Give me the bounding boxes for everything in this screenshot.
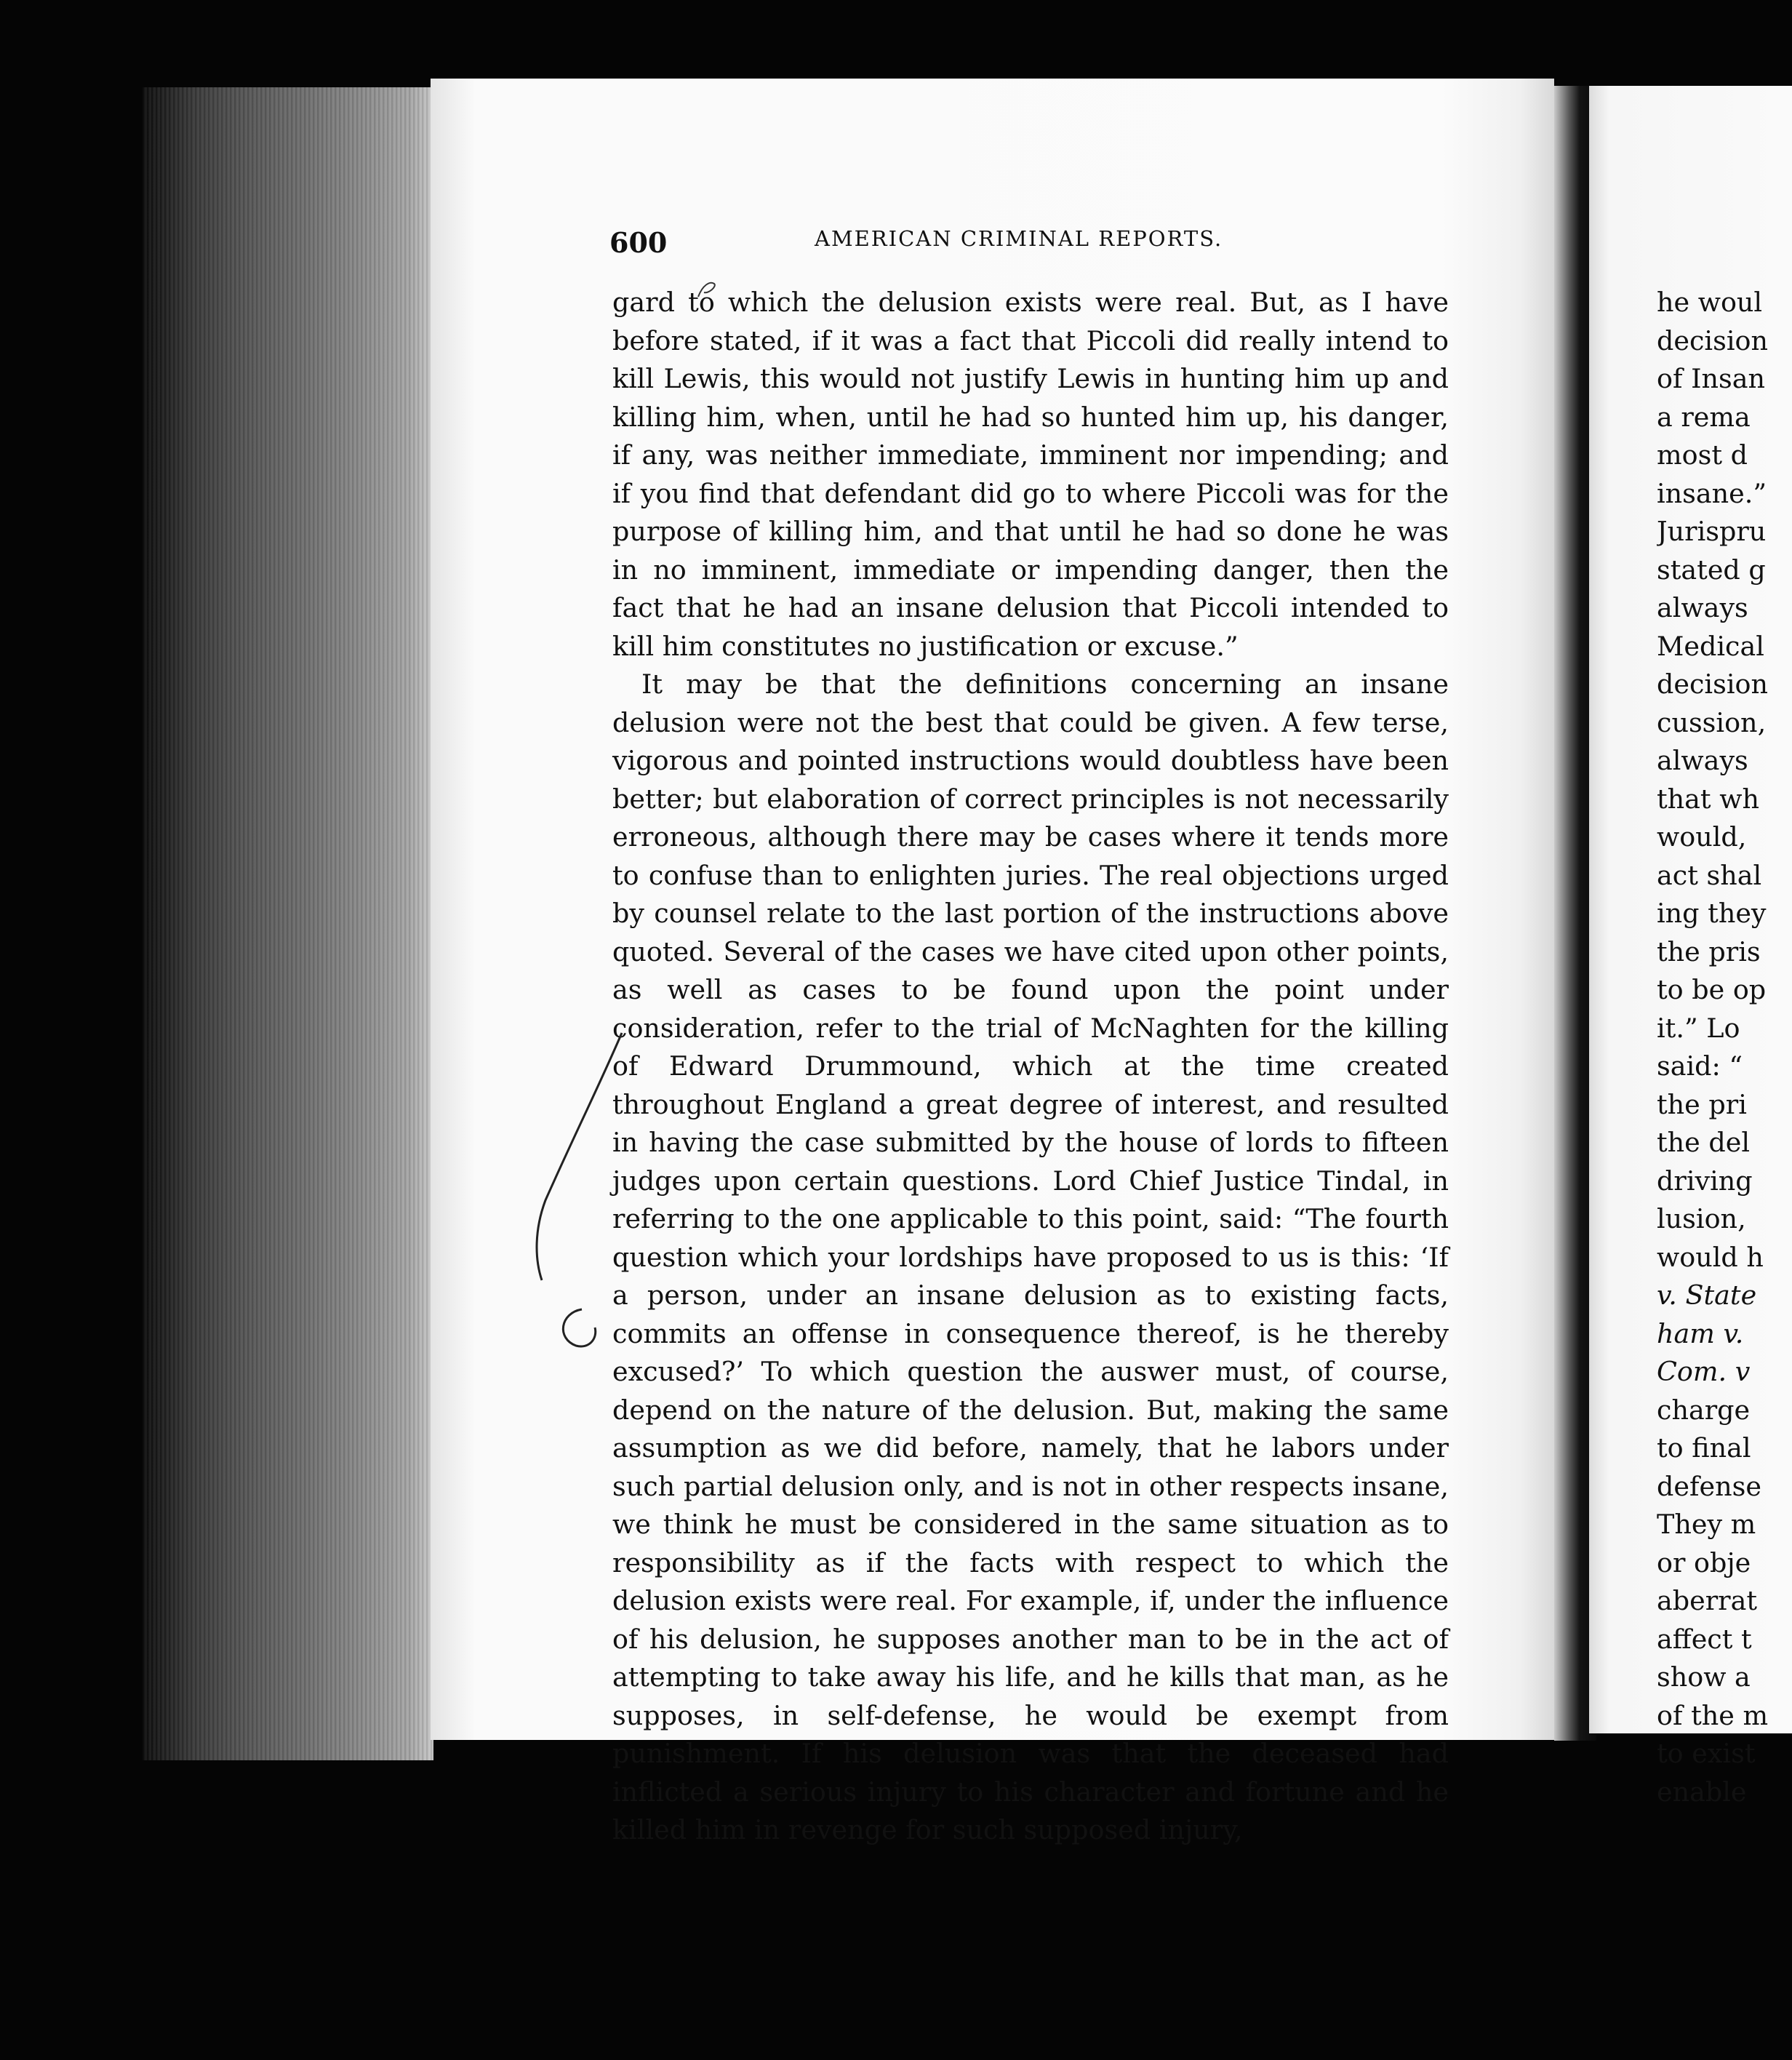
facing-line: ing they (1657, 898, 1767, 929)
facing-line: of Insan (1657, 363, 1766, 394)
facing-line: charge (1657, 1394, 1751, 1426)
facing-line: decision (1657, 668, 1768, 700)
page-number: 600 (609, 226, 668, 259)
facing-line: Medical (1657, 630, 1764, 662)
facing-line: to exist (1657, 1738, 1756, 1769)
facing-line: aberrat (1657, 1585, 1758, 1616)
facing-line: stated g (1657, 554, 1766, 586)
body-text (612, 284, 1449, 1850)
facing-line: to be op (1657, 974, 1767, 1005)
facing-line: lusion, (1657, 1203, 1746, 1234)
paragraph-2: It may be that the definitions concerning an insane delusion were not the best that could be given. A few terse, vigorous and pointed instructions would doubtless have been better; but elaboration of correct principles is not necessarily erroneous, although there may be cases where it tends more to confuse than to enlighten juries. The real objections urged by counsel relate to the last portion of the instructions above quoted. Several of the cases we have cited upon other points, as well as cases to be found upon the point under consideration, refer to the trial of McNaghten for the killing of Edward Drummound, which at the time created throughout England a great degree of interest, and resulted in having the case submitted by the house of lords to fifteen judges upon certain questions. Lord Chief Justice Tindal, in referring to the one applicable to this point, said: “The fourth question which your lordships have proposed to us is this: ‘If a person, under an insane delusion as to existing facts, commits an offense in consequence thereof, is he thereby excused?’ To which question the auswer must, of course, depend on the nature of the delusion. But, making the same assumption as we did before, namely, that he labors under such partial delusion only, and is not in other respects insane, we think he must be considered in the same situation as to responsibility as if the facts with respect to which the delusion exists were real. For example, if, under the influence of his delusion, he supposes another man to be in the act of attempting to take away his life, and he kills that man, as he supposes, in self-defense, he would be exempt from punishment. If his delusion was that the deceased had inflicted a serious injury to his character and fortune and he killed him in revenge for such supposed injury, (612, 668, 1449, 1845)
facing-line: ham v. (1657, 1317, 1744, 1349)
facing-line: defense (1657, 1470, 1761, 1502)
facing-line: it.” Lo (1657, 1012, 1740, 1044)
facing-line: would h (1657, 1241, 1764, 1273)
running-head: AMERICAN CRIMINAL REPORTS. (815, 226, 1223, 251)
facing-line: said: “ (1657, 1050, 1743, 1082)
paragraph-1: gard to which the delusion exists were real. But, as I have before stated, if it was a fact that Piccoli did really intend to kill Lewis, this would not justify Lewis in hunting him up and killing him, when, until he had so hunted him up, his danger, if any, was neither immediate, imminent nor impending; and if you find that defendant did go to where Piccoli was for the purpose of killing him, and that until he had so done he was in no imminent, immediate or impending danger, then the fact that he had an insane delusion that Piccoli intended to kill him constitutes no justification or excuse.” (612, 287, 1449, 662)
facing-page-text (1657, 284, 1792, 1811)
facing-line: always (1657, 745, 1748, 776)
book-page-edges (143, 87, 433, 1760)
facing-line: affect t (1657, 1623, 1752, 1655)
handwritten-bracket-mark (531, 1018, 633, 1353)
facing-line: always (1657, 592, 1748, 623)
facing-line: They m (1657, 1509, 1756, 1540)
facing-line: enable (1657, 1776, 1747, 1808)
facing-line: cussion, (1657, 706, 1767, 738)
facing-line: to final (1657, 1432, 1751, 1464)
facing-line: insane.” (1657, 477, 1767, 509)
facing-line: a rema (1657, 401, 1751, 433)
facing-line: the pris (1657, 935, 1761, 967)
facing-line: most d (1657, 439, 1748, 471)
facing-line: decision (1657, 324, 1768, 356)
facing-line: the del (1657, 1127, 1751, 1158)
facing-line: driving (1657, 1165, 1753, 1197)
facing-line: act shal (1657, 859, 1762, 891)
facing-line: Jurispru (1657, 516, 1767, 547)
facing-line: of the m (1657, 1699, 1769, 1731)
facing-line: show a (1657, 1661, 1751, 1693)
facing-line: that wh (1657, 783, 1759, 815)
facing-line: Com. v (1657, 1356, 1751, 1387)
handwritten-note-mark (692, 275, 721, 304)
facing-line: he woul (1657, 287, 1763, 318)
facing-line: or obje (1657, 1546, 1751, 1578)
facing-line: the pri (1657, 1088, 1747, 1120)
facing-line: v. State (1657, 1279, 1757, 1311)
facing-line: would, (1657, 821, 1747, 853)
